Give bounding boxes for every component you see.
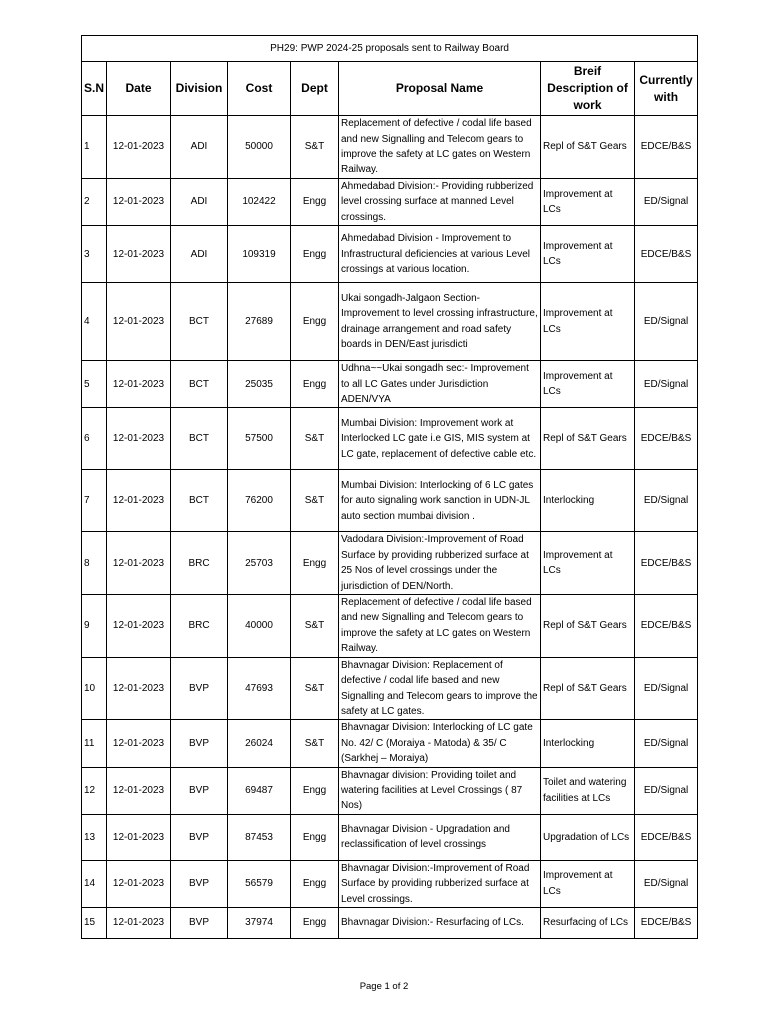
cell-cost: 69487 <box>228 767 291 814</box>
cell-currently-with: EDCE/B&S <box>635 408 698 470</box>
table-row <box>82 657 698 720</box>
cell-currently-with: ED/Signal <box>635 767 698 814</box>
cell-currently-with: ED/Signal <box>635 720 698 767</box>
cell-date: 12-01-2023 <box>107 361 171 408</box>
cell-division: BVP <box>171 814 228 860</box>
cell-description: Interlocking <box>541 720 635 767</box>
cell-description: Repl of S&T Gears <box>541 408 635 470</box>
cell-cost: 25035 <box>228 361 291 408</box>
cell-description: Improvement at LCs <box>541 860 635 907</box>
cell-dept: Engg <box>291 226 339 283</box>
cell-cost: 76200 <box>228 470 291 532</box>
cell-cost: 102422 <box>228 179 291 226</box>
header-cost: Cost <box>228 62 291 116</box>
table-row <box>82 179 698 226</box>
cell-date: 12-01-2023 <box>107 595 171 658</box>
cell-currently-with: EDCE/B&S <box>635 116 698 179</box>
cell-dept: Engg <box>291 532 339 595</box>
cell-currently-with: EDCE/B&S <box>635 595 698 658</box>
table-row <box>82 470 698 532</box>
cell-proposal-name: Bhavnagar Division - Upgradation and reclassification of level crossings <box>339 814 541 860</box>
cell-dept: Engg <box>291 283 339 361</box>
cell-currently-with: EDCE/B&S <box>635 907 698 938</box>
cell-description: Improvement at LCs <box>541 283 635 361</box>
table-row <box>82 226 698 283</box>
cell-description: Upgradation of LCs <box>541 814 635 860</box>
cell-sn: 10 <box>82 657 107 720</box>
cell-cost: 50000 <box>228 116 291 179</box>
cell-division: BRC <box>171 595 228 658</box>
cell-date: 12-01-2023 <box>107 283 171 361</box>
header-date: Date <box>107 62 171 116</box>
cell-division: BVP <box>171 860 228 907</box>
cell-dept: S&T <box>291 595 339 658</box>
cell-cost: 25703 <box>228 532 291 595</box>
cell-date: 12-01-2023 <box>107 179 171 226</box>
cell-currently-with: ED/Signal <box>635 470 698 532</box>
cell-dept: Engg <box>291 179 339 226</box>
cell-dept: Engg <box>291 907 339 938</box>
table-body <box>82 116 698 939</box>
cell-date: 12-01-2023 <box>107 720 171 767</box>
cell-division: BCT <box>171 361 228 408</box>
cell-sn: 8 <box>82 532 107 595</box>
cell-division: ADI <box>171 116 228 179</box>
cell-division: BVP <box>171 720 228 767</box>
cell-proposal-name: Ukai songadh-Jalgaon Section- Improvement to level crossing infrastructure, drainage arrangement and road safety boards in DEN/East jurisdicti <box>339 283 541 361</box>
cell-sn: 3 <box>82 226 107 283</box>
cell-sn: 5 <box>82 361 107 408</box>
cell-proposal-name: Mumbai Division: Interlocking of 6 LC gates for auto signaling work sanction in UDN-JL auto section mumbai division . <box>339 470 541 532</box>
cell-date: 12-01-2023 <box>107 408 171 470</box>
cell-date: 12-01-2023 <box>107 814 171 860</box>
cell-date: 12-01-2023 <box>107 907 171 938</box>
cell-cost: 109319 <box>228 226 291 283</box>
cell-sn: 11 <box>82 720 107 767</box>
cell-division: BCT <box>171 283 228 361</box>
cell-division: BCT <box>171 470 228 532</box>
cell-currently-with: EDCE/B&S <box>635 532 698 595</box>
cell-sn: 15 <box>82 907 107 938</box>
cell-sn: 4 <box>82 283 107 361</box>
cell-date: 12-01-2023 <box>107 226 171 283</box>
cell-dept: Engg <box>291 361 339 408</box>
cell-sn: 7 <box>82 470 107 532</box>
cell-proposal-name: Bhavnagar Division:-Improvement of Road Surface by providing rubberized surface at Level crossings. <box>339 860 541 907</box>
cell-description: Resurfacing of LCs <box>541 907 635 938</box>
cell-dept: Engg <box>291 767 339 814</box>
cell-description: Improvement at LCs <box>541 179 635 226</box>
cell-proposal-name: Ahmedabad Division:- Providing rubberized level crossing surface at manned Level crossings. <box>339 179 541 226</box>
table-row <box>82 408 698 470</box>
cell-sn: 14 <box>82 860 107 907</box>
cell-proposal-name: Bhavnagar Division: Interlocking of LC gate No. 42/ C (Moraiya - Matoda) & 35/ C (Sarkhej – Moraiya) <box>339 720 541 767</box>
cell-description: Improvement at LCs <box>541 532 635 595</box>
cell-date: 12-01-2023 <box>107 767 171 814</box>
cell-division: BCT <box>171 408 228 470</box>
cell-dept: S&T <box>291 470 339 532</box>
cell-currently-with: ED/Signal <box>635 657 698 720</box>
cell-description: Improvement at LCs <box>541 226 635 283</box>
header-division: Division <box>171 62 228 116</box>
cell-cost: 26024 <box>228 720 291 767</box>
cell-description: Repl of S&T Gears <box>541 657 635 720</box>
table-row <box>82 767 698 814</box>
cell-proposal-name: Bhavnagar division: Providing toilet and watering facilities at Level Crossings ( 87 Nos) <box>339 767 541 814</box>
cell-proposal-name: Bhavnagar Division:- Resurfacing of LCs. <box>339 907 541 938</box>
cell-proposal-name: Replacement of defective / codal life based and new Signalling and Telecom gears to improve the safety at LC gates on Western Railway. <box>339 595 541 658</box>
cell-date: 12-01-2023 <box>107 657 171 720</box>
cell-sn: 9 <box>82 595 107 658</box>
header-description: Breif Description of work <box>541 62 635 116</box>
page-footer: Page 1 of 2 <box>359 981 409 992</box>
cell-proposal-name: Udhna~~Ukai songadh sec:- Improvement to all LC Gates under Jurisdiction ADEN/VYA <box>339 361 541 408</box>
cell-proposal-name: Mumbai Division: Improvement work at Interlocked LC gate i.e GIS, MIS system at LC gate, replacement of defective cable etc. <box>339 408 541 470</box>
cell-division: BRC <box>171 532 228 595</box>
table-row <box>82 361 698 408</box>
cell-description: Interlocking <box>541 470 635 532</box>
header-row <box>82 62 698 116</box>
proposals-table <box>81 35 698 939</box>
cell-proposal-name: Vadodara Division:-Improvement of Road Surface by providing rubberized surface at 25 Nos of level crossings under the jurisdiction of DEN/North. <box>339 532 541 595</box>
cell-cost: 87453 <box>228 814 291 860</box>
table-row <box>82 814 698 860</box>
table-row <box>82 595 698 658</box>
cell-cost: 37974 <box>228 907 291 938</box>
cell-date: 12-01-2023 <box>107 116 171 179</box>
header-currently-with: Currently with <box>635 62 698 116</box>
table-row <box>82 532 698 595</box>
cell-currently-with: EDCE/B&S <box>635 814 698 860</box>
cell-dept: S&T <box>291 116 339 179</box>
cell-cost: 57500 <box>228 408 291 470</box>
cell-date: 12-01-2023 <box>107 470 171 532</box>
cell-cost: 47693 <box>228 657 291 720</box>
cell-proposal-name: Replacement of defective / codal life based and new Signalling and Telecom gears to improve the safety at LC gates on Western Railway. <box>339 116 541 179</box>
cell-date: 12-01-2023 <box>107 860 171 907</box>
table-row <box>82 720 698 767</box>
cell-sn: 6 <box>82 408 107 470</box>
cell-proposal-name: Ahmedabad Division - Improvement to Infrastructural deficiencies at various Level crossings at various location. <box>339 226 541 283</box>
cell-currently-with: ED/Signal <box>635 860 698 907</box>
table-row <box>82 907 698 938</box>
cell-division: BVP <box>171 657 228 720</box>
cell-cost: 40000 <box>228 595 291 658</box>
page-title: PH29: PWP 2024-25 proposals sent to Railway Board <box>82 36 698 62</box>
cell-currently-with: ED/Signal <box>635 283 698 361</box>
cell-dept: Engg <box>291 860 339 907</box>
cell-description: Repl of S&T Gears <box>541 595 635 658</box>
cell-description: Repl of S&T Gears <box>541 116 635 179</box>
cell-currently-with: EDCE/B&S <box>635 226 698 283</box>
cell-currently-with: ED/Signal <box>635 179 698 226</box>
cell-cost: 27689 <box>228 283 291 361</box>
cell-date: 12-01-2023 <box>107 532 171 595</box>
cell-description: Toilet and watering facilities at LCs <box>541 767 635 814</box>
table-row <box>82 860 698 907</box>
cell-cost: 56579 <box>228 860 291 907</box>
cell-division: BVP <box>171 907 228 938</box>
header-sn: S.N <box>82 62 107 116</box>
cell-description: Improvement at LCs <box>541 361 635 408</box>
cell-sn: 2 <box>82 179 107 226</box>
cell-division: ADI <box>171 179 228 226</box>
table-row <box>82 116 698 179</box>
cell-dept: Engg <box>291 814 339 860</box>
cell-division: ADI <box>171 226 228 283</box>
cell-dept: S&T <box>291 657 339 720</box>
header-dept: Dept <box>291 62 339 116</box>
cell-sn: 12 <box>82 767 107 814</box>
header-proposal-name: Proposal Name <box>339 62 541 116</box>
table-row <box>82 283 698 361</box>
cell-dept: S&T <box>291 408 339 470</box>
cell-division: BVP <box>171 767 228 814</box>
cell-proposal-name: Bhavnagar Division: Replacement of defective / codal life based and new Signalling and Telecom gears to improve the safety at LC gates. <box>339 657 541 720</box>
cell-sn: 13 <box>82 814 107 860</box>
cell-dept: S&T <box>291 720 339 767</box>
cell-currently-with: ED/Signal <box>635 361 698 408</box>
cell-sn: 1 <box>82 116 107 179</box>
